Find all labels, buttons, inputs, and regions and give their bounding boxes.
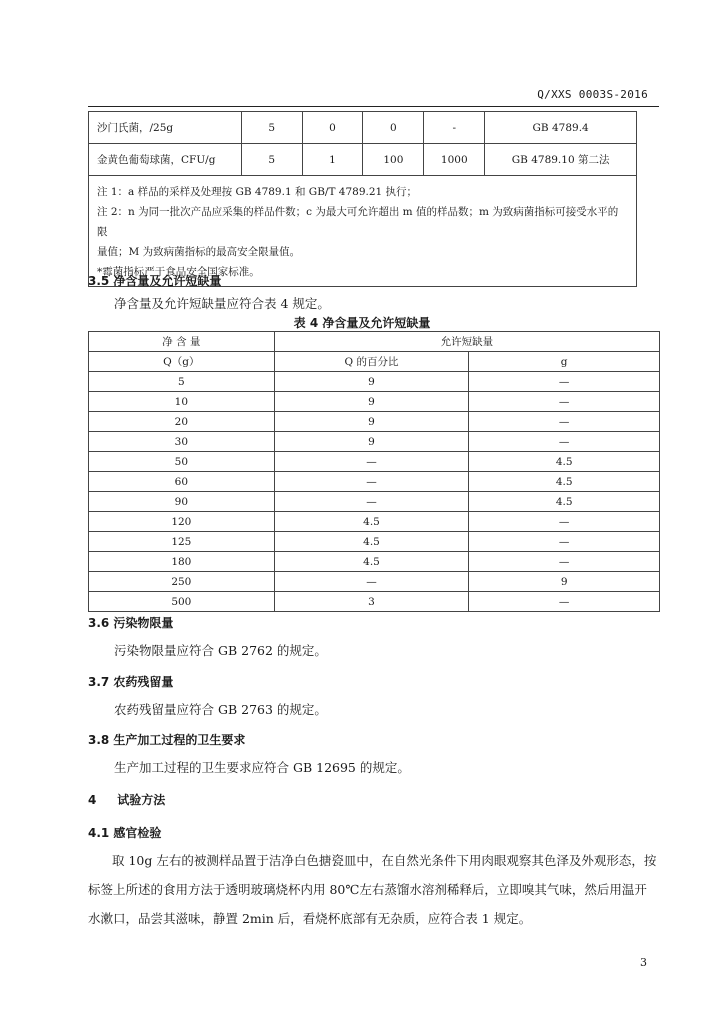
section-3-6-text: 污染物限量应符合 GB 2762 的规定。: [114, 643, 327, 658]
section-3-7-text: 农药残留量应符合 GB 2763 的规定。: [114, 702, 327, 717]
cell-g: —: [469, 532, 660, 552]
section-4-1-title: 4.1 感官检验: [88, 826, 162, 840]
section-3-8-title: 3.8 生产加工过程的卫生要求: [88, 733, 246, 747]
table-head-row: [89, 352, 660, 372]
micro-cell-n: 5: [241, 144, 302, 176]
cell-g: —: [469, 372, 660, 392]
micro-cell-M: -: [424, 112, 485, 144]
cell-q: 125: [89, 532, 275, 552]
cell-pct: 4.5: [274, 552, 469, 572]
cell-q: 250: [89, 572, 275, 592]
cell-g: 9: [469, 572, 660, 592]
micro-cell-c: 0: [302, 112, 363, 144]
table-row: [89, 372, 660, 392]
cell-q: 5: [89, 372, 275, 392]
page-number: 3: [640, 956, 647, 969]
microbiology-table: [88, 111, 637, 287]
table-row: [89, 472, 660, 492]
section-3-5-text: 净含量及允许短缺量应符合表 4 规定。: [114, 296, 330, 311]
table-row: [89, 552, 660, 572]
header-rule: [88, 106, 659, 107]
note-line: 量值；M 为致病菌指标的最高安全限量值。: [97, 246, 301, 258]
micro-cell-n: 5: [241, 112, 302, 144]
micro-table-row: [89, 112, 637, 144]
cell-pct: 4.5: [274, 512, 469, 532]
cell-pct: —: [274, 492, 469, 512]
paragraph-line: 水漱口，品尝其滋味，静置 2min 后，看烧杯底部有无杂质，应符合表 1 规定。: [88, 911, 532, 926]
cell-q: 60: [89, 472, 275, 492]
section-3-7-title: 3.7 农药残留量: [88, 675, 174, 689]
notes-row: [89, 176, 637, 287]
section-3-6-title: 3.6 污染物限量: [88, 616, 174, 630]
cell-q: 30: [89, 432, 275, 452]
cell-pct: 9: [274, 432, 469, 452]
cell-g: —: [469, 552, 660, 572]
cell-pct: 9: [274, 372, 469, 392]
cell-g: 4.5: [469, 492, 660, 512]
note-line: 注 2：n 为同一批次产品应采集的样品件数；c 为最大可允许超出 m 值的样品数；m 为致病菌指标可接受水平的限: [97, 206, 619, 238]
cell-q: 90: [89, 492, 275, 512]
cell-q: 180: [89, 552, 275, 572]
table-row: [89, 492, 660, 512]
cell-pct: —: [274, 452, 469, 472]
micro-table-row: [89, 144, 637, 176]
table-row: [89, 432, 660, 452]
section-4-1-text: [88, 846, 660, 933]
cell-g: 4.5: [469, 472, 660, 492]
cell-g: 4.5: [469, 452, 660, 472]
cell-pct: 4.5: [274, 532, 469, 552]
table-4-caption: 表 4 净含量及允许短缺量: [293, 316, 431, 330]
micro-cell-c: 1: [302, 144, 363, 176]
micro-cell-item: 金黄色葡萄球菌，CFU/g: [89, 144, 242, 176]
cell-g: —: [469, 512, 660, 532]
cell-pct: —: [274, 572, 469, 592]
cell-pct: 3: [274, 592, 469, 612]
table-row: [89, 452, 660, 472]
cell-pct: 9: [274, 392, 469, 412]
table-row: [89, 412, 660, 432]
micro-cell-m: 0: [363, 112, 424, 144]
net-weight-table: [88, 331, 660, 612]
cell-pct: —: [274, 472, 469, 492]
cell-q: 50: [89, 452, 275, 472]
cell-q: 20: [89, 412, 275, 432]
head-q-unit: Q（g）: [89, 352, 275, 372]
micro-cell-item: 沙门氏菌，/25g: [89, 112, 242, 144]
note-line: 注 1：a 样品的采样及处理按 GB 4789.1 和 GB/T 4789.21 执行；: [97, 186, 418, 198]
section-3-5-title: 3.5 净含量及允许短缺量: [88, 274, 222, 288]
section-4-title: 4 试验方法: [88, 793, 166, 807]
cell-g: —: [469, 392, 660, 412]
cell-q: 500: [89, 592, 275, 612]
section-3-8-text: 生产加工过程的卫生要求应符合 GB 12695 的规定。: [114, 760, 410, 775]
table-head-row: [89, 332, 660, 352]
cell-g: —: [469, 592, 660, 612]
table-row: [89, 532, 660, 552]
cell-g: —: [469, 412, 660, 432]
head-g: g: [469, 352, 660, 372]
micro-cell-method: GB 4789.4: [485, 112, 637, 144]
cell-g: —: [469, 432, 660, 452]
paragraph-line: 取 10g 左右的被测样品置于洁净白色搪瓷皿中，在自然光条件下用肉眼观察其色泽及外观形态，按: [112, 853, 657, 868]
cell-pct: 9: [274, 412, 469, 432]
head-percent: Q 的百分比: [274, 352, 469, 372]
document-code: Q/XXS 0003S-2016: [537, 88, 648, 101]
micro-cell-M: 1000: [424, 144, 485, 176]
micro-cell-m: 100: [363, 144, 424, 176]
cell-q: 10: [89, 392, 275, 412]
head-allowed-shortage: 允许短缺量: [274, 332, 659, 352]
note-line: *霉菌指标严于食品安全国家标准。: [97, 266, 260, 278]
paragraph-line: 标签上所述的食用方法于透明玻璃烧杯内用 80℃左右蒸馏水溶剂稀释后，立即嗅其气味，然后用温开: [88, 882, 647, 897]
table-row: [89, 512, 660, 532]
micro-cell-method: GB 4789.10 第二法: [485, 144, 637, 176]
table-row: [89, 392, 660, 412]
cell-q: 120: [89, 512, 275, 532]
table-row: [89, 572, 660, 592]
head-net-content: 净 含 量: [89, 332, 275, 352]
table-row: [89, 592, 660, 612]
